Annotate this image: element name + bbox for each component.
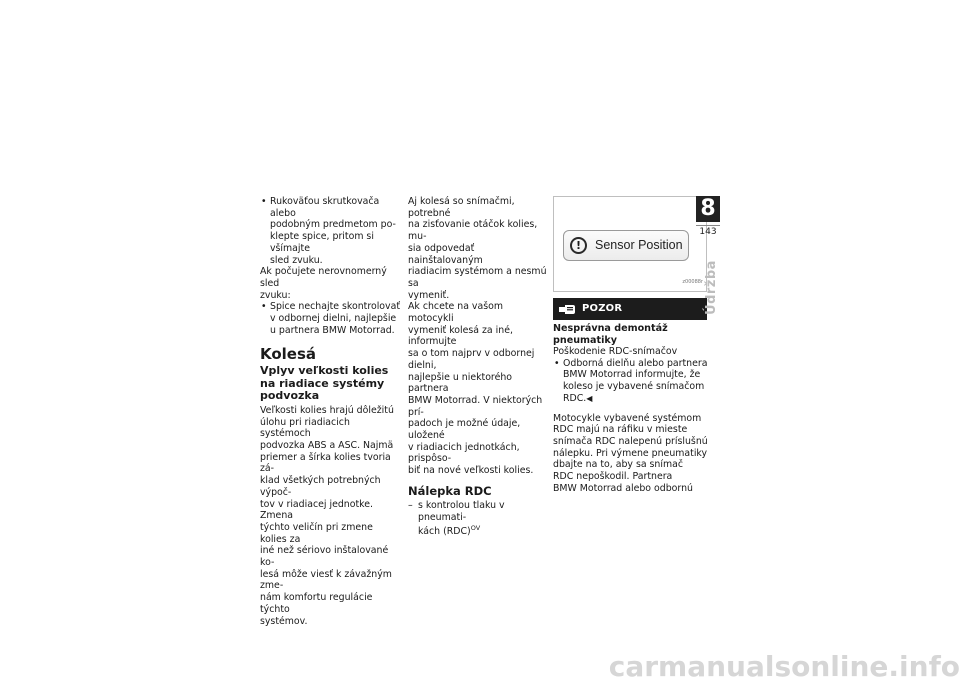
- heading-wheels: Kolesá: [260, 345, 317, 364]
- paragraph-rdc-sticker: Motocykle vybavené systémom RDC majú na ráfiku v mieste snímača RDC nalepenú príslušnú nálepku. Pri výmene pneumatiky dbajte na to, aby sa snímač RDC nepoškodil. Partnera BMW Motorrad alebo odbornú: [553, 412, 708, 494]
- exclamation-icon: !: [570, 237, 587, 254]
- chapter-title: Údržba: [703, 260, 719, 315]
- caution-hand-icon: [558, 302, 576, 316]
- chapter-number: 8: [696, 196, 720, 222]
- bullet-knock-spokes: • Rukoväťou skrutkovača alebo podobným predmetom po- klepte spice, pritom si všímajte sled zvuku.: [260, 196, 400, 266]
- column-2: [408, 196, 548, 538]
- bullet-check-spokes: • Spice nechajte skontrolovať v odbornej dielni, najlepšie u partnera BMW Motorrad.: [260, 301, 400, 336]
- warning-label: POZOR: [582, 303, 623, 315]
- optional-equipment-superscript: OV: [470, 524, 481, 533]
- heading-wheel-size-influence: Vplyv veľkosti kolies na riadiace systémy podvozka: [260, 364, 389, 403]
- warning-bar: [553, 298, 707, 320]
- bullet-inform-workshop: • Odborná dielňu alebo partnera BMW Motorrad informujte, že koleso je vybavené snímačom RDC.◀: [553, 358, 708, 405]
- heading-incorrect-tire-removal: Nesprávna demontáž pneumatiky: [553, 323, 668, 346]
- warning-consequence: Poškodenie RDC-snímačov: [553, 346, 678, 357]
- page-divider: [696, 225, 720, 226]
- paragraph-sensor-wheels: Aj kolesá so snímačmi, potrebné na zisťovanie otáčok kolies, mu- sia odpovedať nainštalovaným riadiacim systémom a nesmú sa vymeniť.: [408, 196, 547, 301]
- sensor-position-sticker: [563, 230, 689, 261]
- column-3: [553, 196, 708, 494]
- watermark: carmanualsonline.info: [608, 650, 960, 683]
- end-mark-icon: ◀: [586, 393, 593, 403]
- paragraph-wheel-size: Veľkosti kolies hrajú dôležitú úlohu pri riadiacich systémoch podvozka ABS a ASC. Najmä priemer a šírka kolies tvoria zá- klad všetkých potrebných výpoč- tov v riadiacej jednotke. Zmena týchto veličín pri zmene kolies za iné než sériovo inštalované ko- lesá môže viesť k závažným zme- nám komfortu regulácie týchto systémov.: [260, 404, 394, 627]
- figure-number: z00088r: [682, 279, 703, 286]
- chapter-title-vertical: [690, 260, 726, 315]
- page-number: 143: [699, 227, 717, 237]
- paragraph-replace-wheels: Ak chcete na vašom motocykli vymeniť kolesá za iné, informujte sa o tom najprv v odbornej dielni, najlepšie u niektorého partnera BMW Motorrad. V niektorých prí- padoch je možné údaje, uložené v riadiacich jednotkách, prispôso- biť na nové veľkosti kolies.: [408, 301, 543, 477]
- dash-item-rdc: – s kontrolou tlaku v pneumati- kách (RDC)$^{OV}$: [408, 500, 548, 538]
- heading-rdc-label: Nálepka RDC: [408, 483, 492, 498]
- column-1: [260, 196, 400, 627]
- sensor-position-text: Sensor Position: [595, 237, 683, 252]
- sensor-position-figure: [553, 196, 707, 292]
- paragraph-uneven-sound: Ak počujete nerovnomerný sled zvuku:: [260, 266, 387, 301]
